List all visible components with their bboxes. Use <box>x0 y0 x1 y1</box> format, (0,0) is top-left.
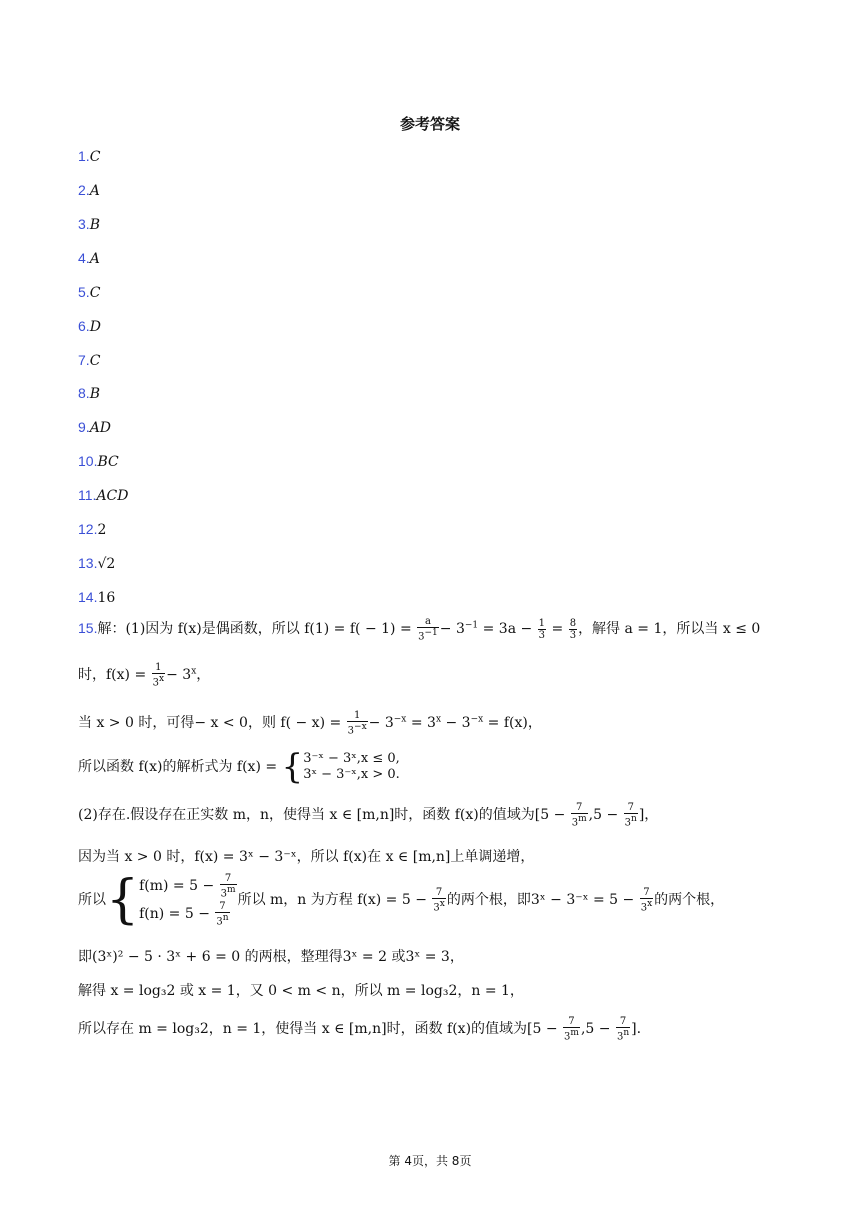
answer-value: BC <box>97 454 119 470</box>
text: = 3a − <box>478 621 537 638</box>
answer-value: C <box>89 149 101 165</box>
answer-item <box>78 485 128 506</box>
text: ，解得 a = 1，所以当 x ≤ 0 <box>578 621 761 638</box>
answer-number: 2. <box>78 182 90 198</box>
answer-value: 16 <box>97 590 116 606</box>
fraction: $\frac{8}{3}$ <box>569 617 577 641</box>
case-line: 3ˣ − 3⁻ˣ,x > 0. <box>303 767 400 782</box>
solution-line: 15.解：(1)因为 f(x)是偶函数，所以 f(1) = f( − 1) = $\frac{a}{3^{-1}}$ − $3^{-1} = 3a$ − $\frac{1}{3}$ = $\frac{8}{3}$ ，解得 a = 1，所以当 x ≤ 0 <box>78 616 761 643</box>
fraction: $\frac{7}{3^m}$ <box>571 802 587 829</box>
page-footer: 第 4页，共 8页 <box>388 1154 472 1168</box>
text: (2)存在.假设存在正实数 m，n，使得当 x ∈ [m,n]时，函数 f(x)的值域为[5 − <box>78 807 570 824</box>
piecewise-cases <box>303 751 400 783</box>
answer-item <box>78 214 100 235</box>
answer-number: 1. <box>78 148 90 164</box>
text: ]， <box>638 807 659 824</box>
solution-line <box>78 802 658 828</box>
text: ]. <box>631 1021 642 1038</box>
text: 的两个根，即3ˣ − 3⁻ˣ = 5 − <box>446 892 639 908</box>
text: f(x)是偶函数，所以 f(1) = f( − 1) = <box>177 621 417 638</box>
answer-value: C <box>89 353 101 369</box>
text: 所以存在 m = log₃2，n = 1，使得当 x ∈ [m,n]时，函数 f(x)的值域为[5 − <box>78 1021 563 1038</box>
answer-item <box>78 383 100 404</box>
answer-item <box>78 553 115 574</box>
case-line: f(m) = 5 − <box>139 878 219 894</box>
text: = <box>547 621 568 638</box>
solution-line <box>78 846 534 866</box>
answer-number: 5. <box>78 284 90 300</box>
answer-value: B <box>89 217 100 233</box>
answer-item <box>78 519 106 540</box>
answer-value: C <box>89 285 101 301</box>
text: 因为当 x > 0 时，f(x) = 3ˣ − 3⁻ˣ，所以 f(x)在 x ∈ [m,n]上单调递增， <box>78 849 535 865</box>
text: 解得 x = log₃2 或 x = 1，又 0 < m < n，所以 m = log₃2，n = 1， <box>78 983 524 999</box>
answer-value: √2 <box>97 556 116 572</box>
answer-value: 2 <box>97 522 107 538</box>
answer-value: D <box>89 319 101 335</box>
solution-line: 当 x > 0 时，可得− x < 0，则 f( − x) = $\frac{1}{3^{-x}}$ − $3^{-x} = 3^x - 3^{-x} = f(x)$， <box>78 710 542 737</box>
answer-item <box>78 417 111 438</box>
solution-line <box>78 980 524 1000</box>
answer-number: 6. <box>78 318 90 334</box>
fraction: $\frac{1}{3^x}$ <box>152 662 165 689</box>
answer-item <box>78 180 100 201</box>
system-cases: f(m) = 5 − $\frac{7}{3^m}$ f(n) = 5 − $\frac{7}{3^n}$ <box>139 872 236 928</box>
fraction: $\frac{7}{3^n}$ <box>616 1016 630 1043</box>
answer-item <box>78 316 101 337</box>
answer-number: 8. <box>78 385 90 401</box>
fraction: $\frac{a}{3^{-1}}$ <box>418 616 438 643</box>
answer-number: 14. <box>78 589 98 605</box>
text: = 3 <box>406 715 436 732</box>
answer-number: 13. <box>78 555 98 571</box>
text: 所以 <box>78 892 106 908</box>
fraction: $\frac{1}{3^{-x}}$ <box>347 710 367 737</box>
case-line: f(n) = 5 − <box>139 906 215 922</box>
case-line: 3⁻ˣ − 3ˣ,x ≤ 0, <box>303 751 400 766</box>
fraction: $\frac{7}{3^m}$ <box>564 1016 579 1043</box>
answer-number: 3. <box>78 216 90 232</box>
answer-number: 9. <box>78 419 90 435</box>
solution-line <box>78 1016 641 1042</box>
answer-number: 7. <box>78 352 90 368</box>
text: − 3 <box>441 715 471 732</box>
solution-line <box>78 946 464 966</box>
text: − 3 <box>439 621 465 638</box>
solution-line: 时，f(x) = $\frac{1}{3^x}$ − $3^x$， <box>78 662 211 689</box>
answer-number: 11. <box>78 487 97 503</box>
fraction: $\frac{7}{3^x}$ <box>433 886 445 914</box>
answer-value: A <box>89 251 100 267</box>
fraction: $\frac{7}{3^x}$ <box>640 886 653 914</box>
answer-number: 15. <box>78 620 98 637</box>
answer-value: B <box>89 386 100 402</box>
left-brace: { <box>281 747 304 787</box>
text: = f(x)， <box>483 715 542 732</box>
fraction: $\frac{7}{3^n}$ <box>624 802 637 829</box>
answer-item <box>78 282 100 303</box>
text: 当 x > 0 时，可得− x < 0，则 f( − x) = <box>78 715 346 732</box>
left-brace: { <box>106 870 140 930</box>
text: 所以函数 f(x)的解析式为 f(x) = <box>78 759 282 775</box>
text: − 3 <box>166 667 192 684</box>
answer-item <box>78 451 119 472</box>
solution-line <box>78 872 724 928</box>
text: 所以 m，n 为方程 f(x) = 5 − <box>237 892 432 908</box>
text: 的两个根， <box>654 892 725 908</box>
answer-item <box>78 587 115 608</box>
answer-item <box>78 146 100 167</box>
answer-number: 10. <box>78 453 98 469</box>
text: − 3 <box>368 715 394 732</box>
answer-item <box>78 350 100 371</box>
answer-item <box>78 248 100 269</box>
answer-value: AD <box>89 420 112 436</box>
text: 解：(1)因为 <box>97 621 178 638</box>
text: ,5 − <box>588 807 623 824</box>
text: ,5 − <box>580 1021 615 1038</box>
answer-number: 4. <box>78 250 90 266</box>
solution-line <box>78 747 400 787</box>
text: 即(3ˣ)² − 5 · 3ˣ + 6 = 0 的两根，整理得3ˣ = 2 或3ˣ = 3， <box>78 949 464 965</box>
answer-number: 12. <box>78 521 98 537</box>
text: 时，f(x) = <box>78 667 151 684</box>
fraction: $\frac{1}{3}$ <box>538 617 546 641</box>
page-title: 参考答案 <box>399 115 460 133</box>
text: ， <box>196 667 211 684</box>
answer-value: A <box>89 183 100 199</box>
answer-value: ACD <box>96 488 129 504</box>
